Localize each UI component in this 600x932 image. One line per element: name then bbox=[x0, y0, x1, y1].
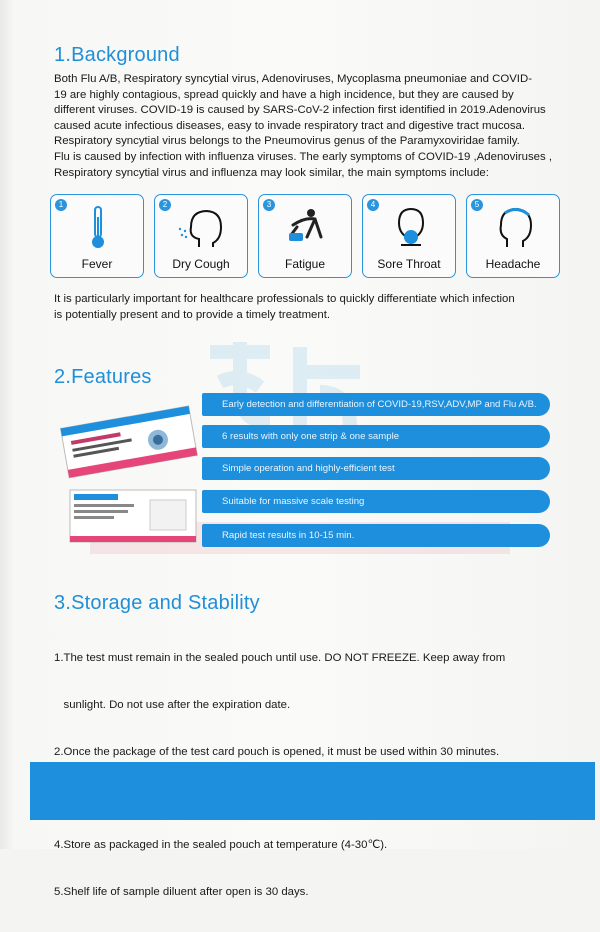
card-number: 1 bbox=[55, 199, 67, 211]
cough-head-icon bbox=[177, 203, 227, 253]
footer-bar bbox=[30, 762, 595, 820]
features-heading: 2.Features bbox=[54, 366, 152, 388]
fatigue-person-icon bbox=[281, 203, 331, 253]
storage-line: sunlight. Do not use after the expiration date. bbox=[54, 698, 291, 711]
symptom-card-fever bbox=[50, 194, 144, 278]
paragraph-line: Both Flu A/B, Respiratory syncytial virus, Adenoviruses, Mycoplasma pneumoniae and COVID- bbox=[54, 73, 532, 85]
feature-pill: 6 results with only one strip & one sample bbox=[208, 425, 550, 448]
product-box-illustration bbox=[60, 402, 208, 552]
symptom-label: Dry Cough bbox=[172, 257, 230, 271]
background-paragraph bbox=[54, 72, 566, 181]
symptom-card-fatigue bbox=[258, 194, 352, 278]
storage-line: 4.Store as packaged in the sealed pouch at temperature (4-30℃). bbox=[54, 839, 388, 852]
symptom-label: Fever bbox=[81, 257, 113, 271]
paragraph-line: Respiratory syncytial virus and influenza may look similar, the main symptoms include: bbox=[54, 166, 489, 179]
background-heading: 1.Background bbox=[54, 44, 180, 66]
feature-pill: Early detection and differentiation of COVID-19,RSV,ADV,MP and Flu A/B. bbox=[208, 393, 550, 416]
paragraph-line: Respiratory syncytial virus belongs to the Pneumovirus genus of the Paramyxoviridae family. bbox=[54, 135, 520, 148]
paragraph-line: It is particularly important for healthcare professionals to quickly differentiate which infection bbox=[54, 293, 515, 305]
symptom-label: Sore Throat bbox=[377, 257, 441, 271]
thermometer-icon bbox=[73, 203, 123, 253]
sore-throat-icon bbox=[385, 203, 435, 253]
card-number: 2 bbox=[159, 199, 171, 211]
symptom-card-headache bbox=[466, 194, 560, 278]
paragraph-line: caused acute infectious diseases, easy to invade respiratory tract and digestive tract mucosa. bbox=[54, 119, 526, 132]
storage-line: 1.The test must remain in the sealed pouch until use. DO NOT FREEZE. Keep away from bbox=[54, 652, 506, 665]
storage-heading: 3.Storage and Stability bbox=[54, 592, 260, 614]
paragraph-line: Flu is caused by infection with influenza viruses. The early symptoms of COVID-19 ,Adenoviruses , bbox=[54, 150, 553, 163]
symptom-label: Headache bbox=[485, 257, 541, 271]
headache-head-icon bbox=[489, 203, 539, 253]
feature-pill: Suitable for massive scale testing bbox=[208, 490, 550, 513]
card-number: 3 bbox=[263, 199, 275, 211]
storage-line: 5.Shelf life of sample diluent after open is 30 days. bbox=[54, 886, 309, 899]
feature-pill: Simple operation and highly-efficient test bbox=[208, 457, 550, 480]
feature-pill: Rapid test results in 10-15 min. bbox=[208, 524, 550, 547]
paragraph-line: different viruses. COVID-19 is caused by SARS-CoV-2 infection first identified in 2019.Adenovirus bbox=[54, 104, 546, 117]
paragraph-line: is potentially present and to provide a timely treatment. bbox=[54, 308, 331, 321]
symptom-label: Fatigue bbox=[284, 257, 326, 271]
background-closing bbox=[54, 292, 566, 323]
symptom-cards bbox=[50, 194, 560, 280]
symptom-card-sore-throat bbox=[362, 194, 456, 278]
symptom-card-dry-cough bbox=[154, 194, 248, 278]
paragraph-line: 19 are highly contagious, spread quickly and have a high incidence, but they are caused by bbox=[54, 88, 514, 101]
card-number: 5 bbox=[471, 199, 483, 211]
card-number: 4 bbox=[367, 199, 379, 211]
storage-line: 2.Once the package of the test card pouch is opened, it must be used within 30 minutes. bbox=[54, 745, 500, 758]
